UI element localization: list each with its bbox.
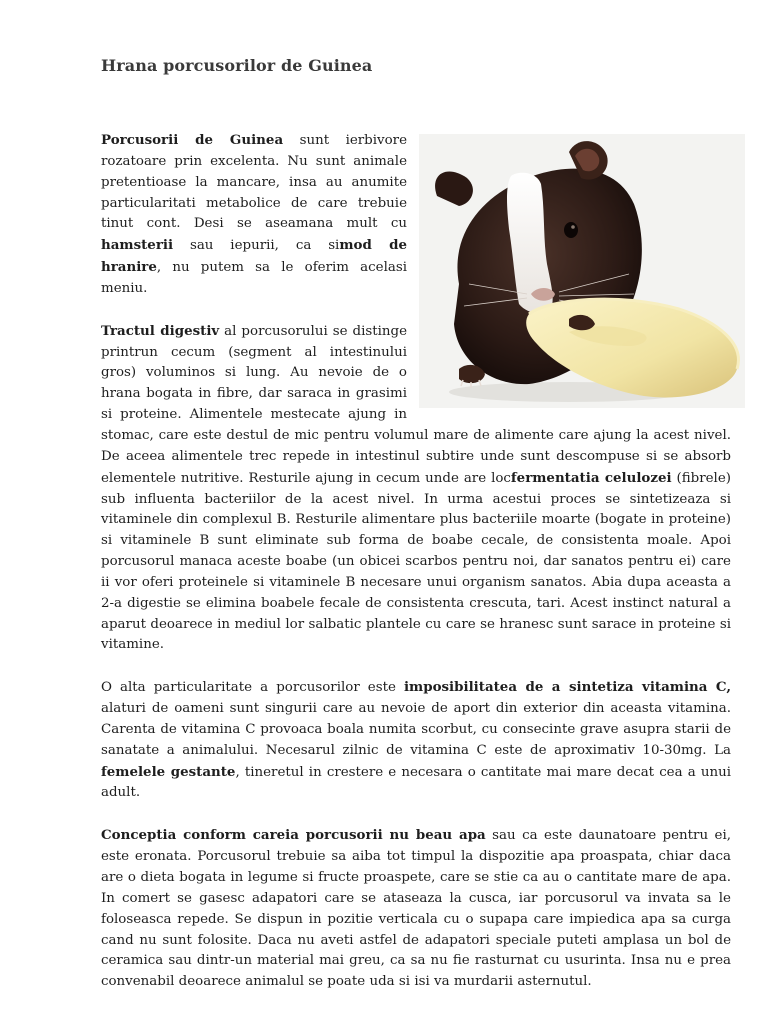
bold-text-segment: femelele gestante bbox=[101, 763, 236, 780]
bold-text-segment: Tractul digestiv bbox=[101, 322, 220, 339]
text-segment: O alta particularitate a porcusorilor este bbox=[101, 680, 404, 696]
paragraph-3 bbox=[101, 677, 731, 804]
bold-text-segment: mod de hranire bbox=[101, 237, 407, 276]
paragraph-4 bbox=[101, 825, 731, 993]
text-segment: , tineretul in crestere e necesara o cantitate mai mare decat cea a unui adult. bbox=[101, 764, 731, 801]
bold-text-segment: Porcusorii de Guinea bbox=[101, 132, 284, 148]
bold-text-segment: imposibilitatea de a sintetiza vitamina C, bbox=[403, 679, 731, 696]
bold-text-segment: hamsterii bbox=[101, 237, 174, 254]
guinea-pig-photo bbox=[419, 134, 745, 408]
text-segment: sunt ierbivore rozatoare prin excelenta. Nu sunt animale pretentioase la mancare, insa au anumite particularitati metabolice de care trebuie tinut cont. Desi se aseamana mult cu bbox=[101, 133, 407, 232]
bold-text-segment: fermentatia celulozei bbox=[510, 469, 672, 486]
text-segment: al porcusorului se distinge printrun cecum (segment al intestinului gros) voluminos si lung. Au nevoie de o hrana bogata in fibre, dar saraca in grasimi si proteine. Alimentele mestecate ajung in stomac, care este destul de mic pentru volumul mare de alimente care ajung la acest nivel. De aceea alimentele trec repede in intestinul subtire unde sunt descompuse si se absorb elementele nutritive. Resturile ajung in cecum unde are loc bbox=[101, 323, 731, 486]
text-segment: alaturi de oameni sunt singurii care au nevoie de aport din exterior din aceasta vitamina. Carenta de vitamina C provoaca boala numita scorbut, cu consecinte grave asupra starii de sanatate a animalului. Necesarul zilnic de vitamina C este de aproximativ 10-30mg. La bbox=[101, 701, 731, 758]
text-segment: , nu putem sa le oferim acelasi meniu. bbox=[101, 260, 407, 296]
text-segment: sau ca este daunatoare pentru ei, este eronata. Porcusorul trebuie sa aiba tot timpul la dispozitie apa proaspata, chiar daca are o dieta bogata in legume si fructe proaspete, care se stie ca au o cantitate mare de apa. In comert se gasesc adapatori care se ataseaza la cusca, iar porcusorul va invata sa le foloseasca repede. Se dispun in pozitie verticala cu o supapa care impiedica apa sa curga cand nu sunt folosite. Daca nu aveti astfel de adapatori speciale puteti amplasa un bol de ceramica sau dintr-un material mai greu, ca sa nu fie rasturnat cu usurinta. Insa nu e prea convenabil deoarece animalul se poate uda si isi va murdarii asternutul. bbox=[101, 828, 731, 990]
article-body bbox=[101, 130, 731, 1014]
bold-text-segment: Conceptia conform careia porcusorii nu beau apa bbox=[101, 827, 486, 844]
page-title: Hrana porcusorilor de Guinea bbox=[101, 56, 373, 75]
text-segment: sau iepurii, ca si bbox=[173, 238, 340, 254]
text-segment: (fibrele) sub influenta bacteriilor de la acest nivel. In urma acestui proces se sintetizeaza si vitaminele din complexul B. Resturile alimentare plus bacteriile moarte (bogate in proteine) si vitaminele B sunt eliminate sub forma de boabe cecale, de consistenta moale. Apoi porcusorul manaca aceste boabe (un obicei scarbos pentru noi, dar sanatos pentru ei) care ii vor oferi proteinele si vitaminele B necesare unui organism sanatos. Abia dupa aceasta a 2-a digestie se elimina boabele fecale de consistenta crescuta, tari. Acest instinct natural a aparut deoarece in mediul lor salbatic plantele cu care se hranesc sunt sarace in proteine si vitamine. bbox=[101, 470, 731, 653]
